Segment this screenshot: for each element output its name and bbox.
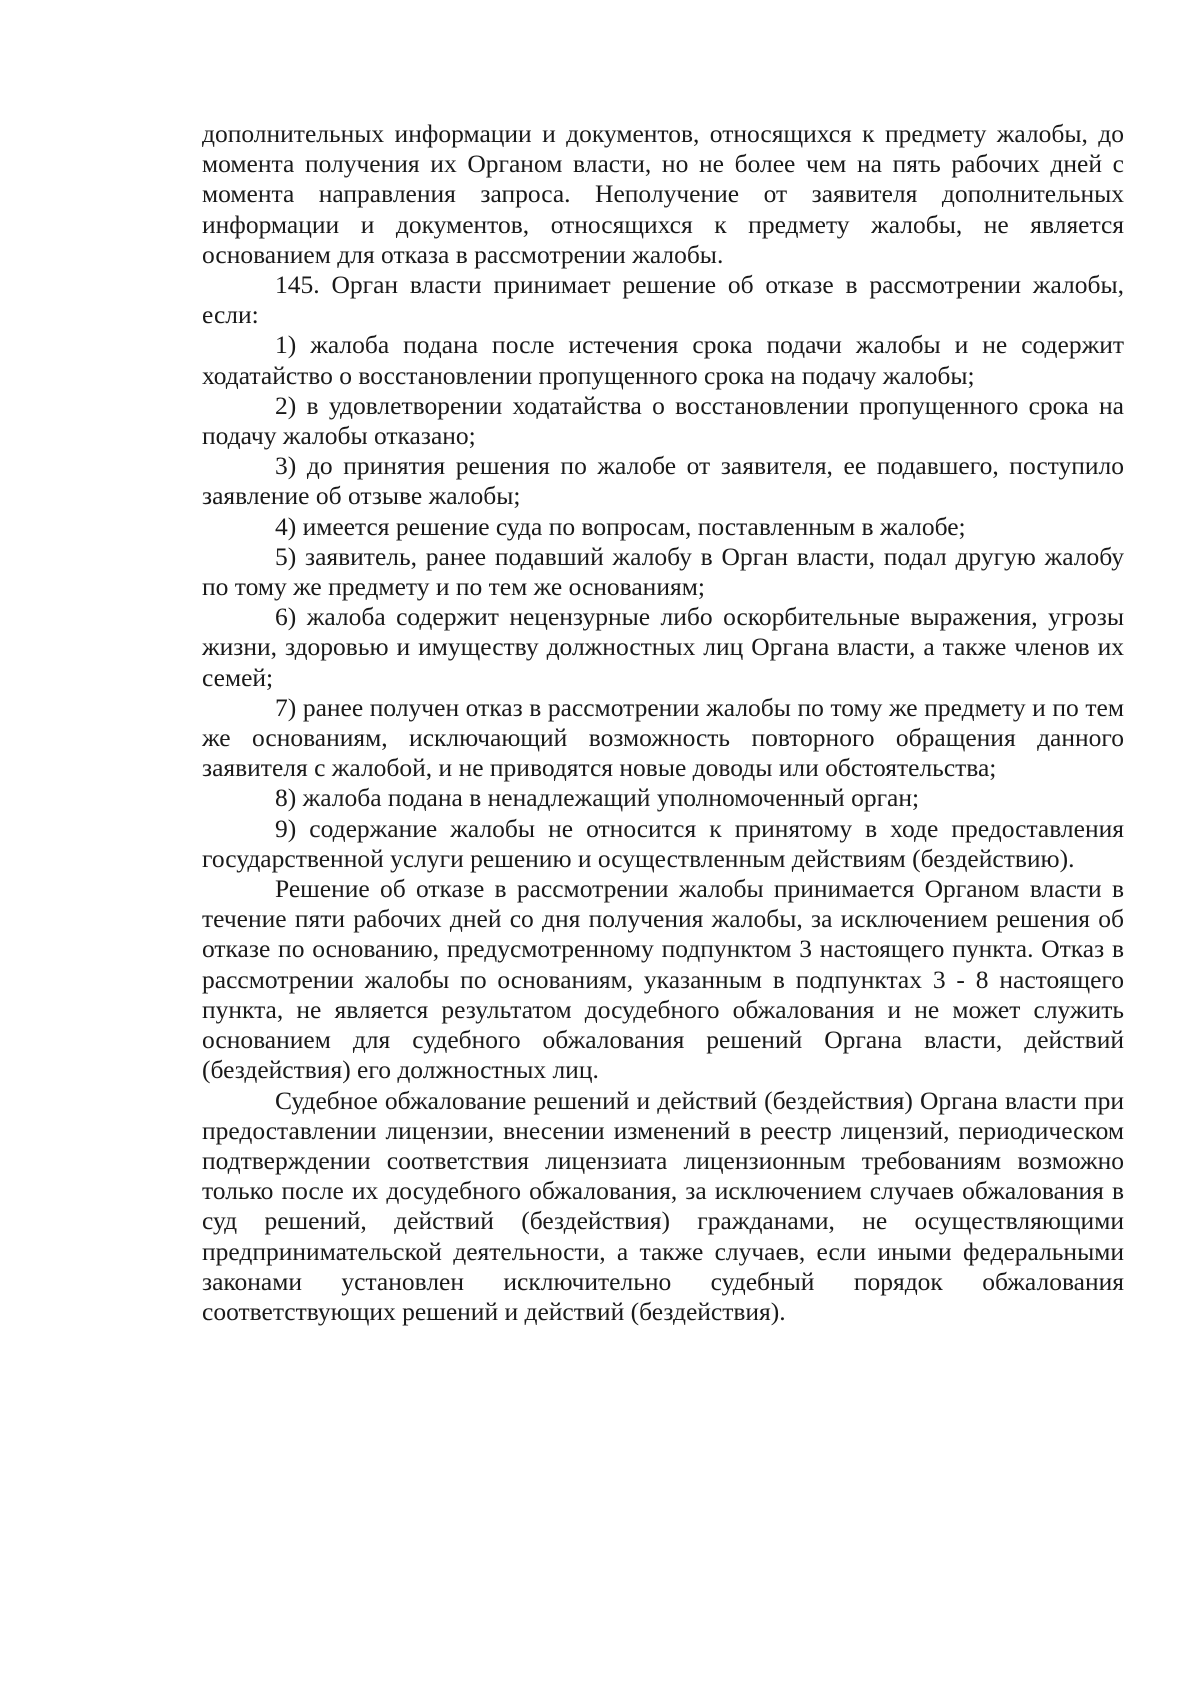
list-item-6: 6) жалоба содержит нецензурные либо оскорбительные выражения, угрозы жизни, здоровью и имуществу должностных лиц Органа власти, а также членов их семей; <box>202 602 1124 692</box>
list-item-2: 2) в удовлетворении ходатайства о восстановлении пропущенного срока на подачу жалобы отказано; <box>202 390 1124 451</box>
list-item-5: 5) заявитель, ранее подавший жалобу в Орган власти, подал другую жалобу по тому же предмету и по тем же основаниям; <box>202 541 1124 602</box>
paragraph-decision: Решение об отказе в рассмотрении жалобы принимается Органом власти в течение пяти рабочих дней со дня получения жалобы, за исключением решения об отказе по основанию, предусмотренному подпунктом 3 настоящего пункта. Отказ в рассмотрении жалобы по основаниям, указанным в подпунктах 3 - 8 настоящего пункта, не является результатом досудебного обжалования и не может служить основанием для судебного обжалования решений Органа власти, действий (бездействия) его должностных лиц. <box>202 874 1124 1085</box>
list-item-9: 9) содержание жалобы не относится к принятому в ходе предоставления государственной услуги решению и осуществленным действиям (бездействию). <box>202 813 1124 873</box>
list-item-7: 7) ранее получен отказ в рассмотрении жалобы по тому же предмету и по тем же основаниям, исключающий возможность повторного обращения данного заявителя с жалобой, и не приводятся новые доводы или обстоятельства; <box>202 692 1124 783</box>
list-item-3: 3) до принятия решения по жалобе от заявителя, ее подавшего, поступило заявление об отзыве жалобы; <box>202 451 1124 511</box>
list-item-4: 4) имеется решение суда по вопросам, поставленным в жалобе; <box>275 511 966 541</box>
document-body <box>202 119 1124 1327</box>
paragraph-judicial-appeal: Судебное обжалование решений и действий (бездействия) Органа власти при предоставлении лицензии, внесении изменений в реестр лицензий, периодическом подтверждении соответствия лицензиата лицензионным требованиям возможно только после их досудебного обжалования, за исключением случаев обжалования в суд решений, действий (бездействия) гражданами, не осуществляющими предпринимательской деятельности, а также случаев, если иными федеральными законами установлен исключительно судебный порядок обжалования соответствующих решений и действий (бездействия). <box>202 1085 1124 1326</box>
paragraph-continuation: дополнительных информации и документов, относящихся к предмету жалобы, до момента получения их Органом власти, но не более чем на пять рабочих дней с момента направления запроса. Неполучение от заявителя дополнительных информации и документов, относящихся к предмету жалобы, не является основанием для отказа в рассмотрении жалобы. <box>202 119 1124 269</box>
list-item-8: 8) жалоба подана в ненадлежащий уполномоченный орган; <box>275 783 920 813</box>
paragraph-145-intro: 145. Орган власти принимает решение об отказе в рассмотрении жалобы, если: <box>202 270 1124 330</box>
list-item-1: 1) жалоба подана после истечения срока подачи жалобы и не содержит ходатайство о восстановлении пропущенного срока на подачу жалобы; <box>202 330 1124 390</box>
